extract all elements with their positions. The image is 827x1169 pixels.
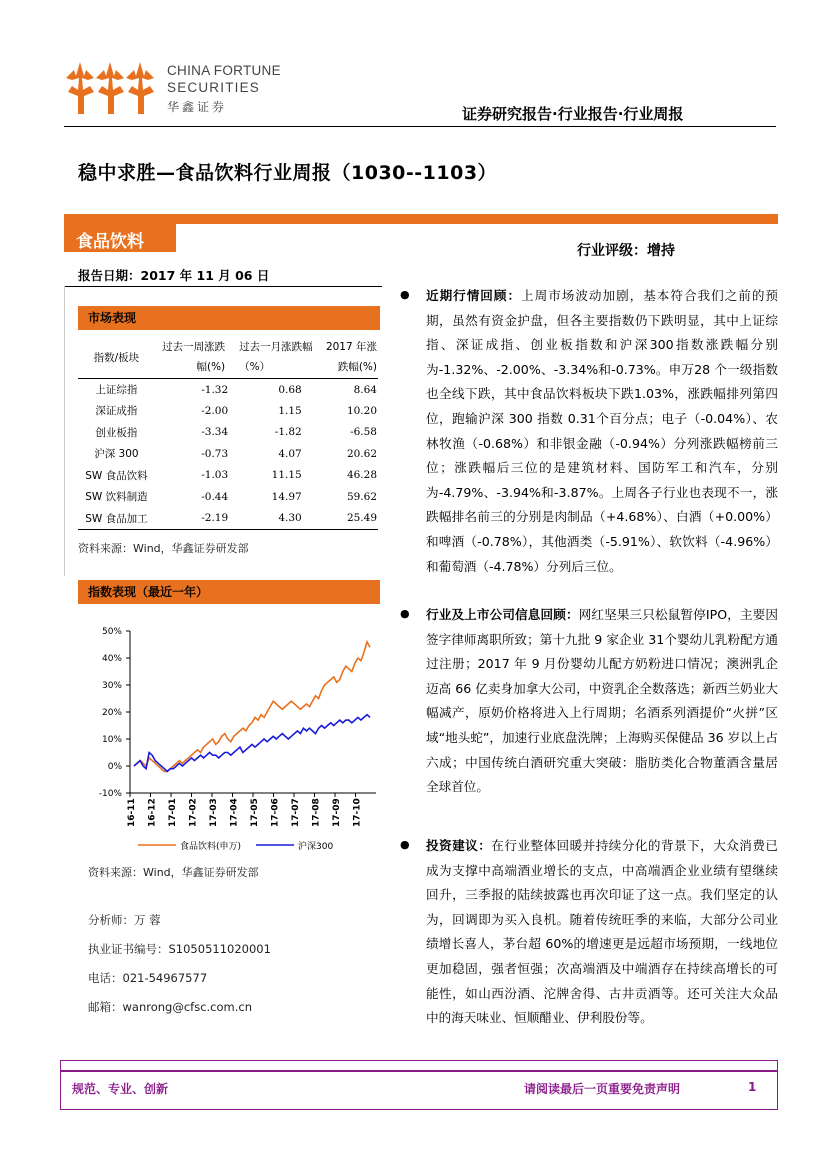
row-ytd: 59.62	[346, 490, 377, 503]
page-number: 1	[748, 1080, 757, 1094]
row-week: -1.32	[201, 383, 229, 396]
row-month: 11.15	[271, 469, 302, 482]
col-header-ytd: 2017 年涨跌幅(%)	[325, 341, 377, 373]
table-row	[78, 422, 378, 444]
analyst-phone: 电话：021-54967577	[88, 971, 208, 985]
market-table-source: 资料来源：Wind，华鑫证券研发部	[78, 541, 249, 555]
table-row	[78, 465, 378, 487]
table-row	[78, 486, 378, 508]
row-ytd: 25.49	[346, 512, 377, 524]
x-tick-label: 17-07	[291, 798, 301, 827]
date-divider	[64, 286, 382, 287]
logo	[64, 56, 160, 118]
table-row	[78, 443, 378, 465]
analyst-info	[88, 906, 271, 1022]
row-week: -1.03	[201, 469, 229, 482]
col-header-week: 过去一周涨跌幅(%)	[162, 341, 226, 373]
market-table	[78, 336, 378, 530]
chart-box	[78, 580, 380, 604]
section-1-label: 近期行情回顾：	[426, 288, 522, 303]
row-week: -0.44	[201, 490, 229, 503]
bullet-icon: ●	[400, 838, 410, 851]
report-date: 报告日期：2017 年 11 月 06 日	[78, 268, 270, 283]
report-type: 证券研究报告·行业报告·行业周报	[462, 105, 684, 123]
series-line-food-beverage	[134, 642, 370, 772]
row-name: SW 食品加工	[85, 512, 148, 525]
row-name: SW 饮料制造	[85, 491, 148, 504]
market-table-box	[78, 306, 380, 556]
sector-bar-top	[64, 214, 778, 224]
col-header-month: 过去一月涨跌幅（%）	[239, 341, 313, 373]
footer-disclaimer[interactable]: 请阅读最后一页重要免责声明	[524, 1082, 681, 1096]
analyst-email[interactable]: 邮箱：wanrong@cfsc.com.cn	[88, 1000, 253, 1014]
analyst-license: 执业证书编号：S1050511020001	[88, 942, 271, 956]
row-month: -1.82	[274, 426, 302, 439]
row-month: 4.07	[278, 447, 302, 460]
row-name: 上证综指	[95, 384, 138, 396]
y-tick-label: 30%	[101, 681, 122, 691]
legend-label: 食品饮料(申万)	[180, 842, 242, 852]
row-week: -3.34	[201, 426, 229, 439]
y-tick-label: 10%	[101, 735, 122, 745]
chart-heading: 指数表现（最近一年）	[78, 580, 380, 604]
row-week: -2.19	[201, 512, 229, 524]
rating: 行业评级：增持	[577, 243, 675, 259]
sector-bar	[64, 224, 176, 252]
section-1-text: 上周市场波动加剧，基本符合我们之前的预期，虽然有资金护盘，但各主要指数仍下跌明显，其中上证综指、深证成指、创业板指数和沪深300指数涨跌幅分别为-1.32%、-2.00%、-3.34%和-0.73%。申万28 个一级指数也全线下跌，其中食品饮料板块下跌1.03%，涨跌幅排列第四位，跑输沪深 300 指数 0.31个百分点；电子（-0.04%）、农林牧渔（-0.68%）和非银金融（-0.94%）分列涨跌幅榜前三位；涨跌幅后三位的是建筑材料、国防军工和汽车，分别为-4.79%、-3.94%和-3.87%。上周各子行业也表现不一，涨跌幅排名前三的分别是肉制品（+4.68%）、白酒（+0.00%）和啤酒（-0.78%），其他酒类（-5.91%）、软饮料（-4.96%）和葡萄酒（-4.78%）分列后三位。	[426, 288, 779, 574]
legend-label: 沪深300	[298, 842, 334, 852]
market-table-heading: 市场表现	[78, 306, 380, 330]
row-month: 4.30	[278, 512, 302, 524]
analyst-name: 分析师：万 蓉	[88, 913, 161, 927]
x-tick-label: 17-10	[352, 798, 363, 827]
header-divider	[64, 126, 776, 127]
logo-text-cn: 华鑫证券	[167, 100, 228, 114]
section-2-text: 网红坚果三只松鼠暂停IPO，主要因签字律师离职所致；第十九批 9 家企业 31个婴幼儿乳粉配方通过注册；2017 年 9 月份婴幼儿配方奶粉进口情况；澳洲乳企迈高 66 亿卖身加拿大公司，中资乳企全数落选；新西兰奶业大幅减产，原奶价格将进入上行周期；名酒系列酒提价“火拼”区域“地头蛇”，加速行业底盘洗牌；上海购买保健品 36 岁以上占六成；中国传统白酒研究重大突破：脂肪类化合物董酒含量居全球首位。	[426, 607, 778, 795]
footer-line	[60, 1070, 778, 1072]
footer-slogan: 规范、专业、创新	[72, 1082, 169, 1096]
row-name: SW 食品饮料	[85, 469, 148, 482]
y-tick-label: 0%	[107, 762, 122, 772]
row-name: 深证成指	[95, 405, 138, 418]
x-tick-label: 17-09	[332, 798, 342, 827]
logo-text-en-1: CHINA FORTUNE	[167, 63, 281, 78]
x-tick-label: 16-12	[147, 798, 158, 827]
row-name: 创业板指	[95, 426, 138, 439]
x-tick-label: 17-06	[270, 798, 281, 827]
section-3-label: 投资建议：	[426, 838, 492, 853]
x-tick-label: 17-04	[229, 798, 240, 827]
market-table-body	[78, 379, 378, 530]
left-rule	[64, 286, 65, 576]
y-tick-label: 50%	[101, 627, 122, 637]
table-row	[78, 400, 378, 422]
x-tick-label: 17-01	[168, 798, 178, 827]
row-week: -2.00	[201, 404, 229, 417]
x-tick-label: 17-03	[209, 798, 219, 827]
bullet-icon: ●	[400, 607, 410, 620]
x-tick-label: 17-02	[188, 798, 199, 827]
y-tick-label: -10%	[98, 789, 122, 799]
row-month: 14.97	[271, 490, 302, 503]
x-tick-label: 17-05	[250, 798, 260, 827]
row-name: 沪深 300	[94, 448, 139, 461]
page-title: 稳中求胜—食品饮料行业周报（1030--1103）	[78, 162, 498, 184]
col-header-name: 指数/板块	[93, 351, 140, 364]
row-week: -0.73	[201, 447, 229, 460]
table-header-row	[78, 336, 378, 379]
table-row	[78, 508, 378, 530]
row-ytd: -6.58	[350, 426, 377, 439]
row-ytd: 8.64	[353, 383, 377, 396]
sector-label: 食品饮料	[76, 232, 144, 252]
x-tick-label: 16-11	[127, 798, 137, 827]
section-2-label: 行业及上市公司信息回顾：	[426, 607, 579, 622]
chart-source: 资料来源：Wind，华鑫证券研发部	[88, 866, 259, 879]
index-chart	[78, 616, 382, 856]
row-month: 0.68	[278, 383, 302, 396]
row-ytd: 20.62	[346, 447, 377, 460]
y-tick-label: 40%	[101, 654, 122, 664]
bullet-icon: ●	[400, 288, 410, 301]
table-row	[78, 379, 378, 401]
x-tick-label: 17-08	[311, 798, 322, 827]
logo-mark-icon	[64, 56, 160, 118]
row-month: 1.15	[278, 404, 302, 417]
row-ytd: 10.20	[346, 404, 377, 417]
logo-text-en-2: SECURITIES	[167, 80, 261, 95]
y-tick-label: 20%	[101, 708, 122, 718]
row-ytd: 46.28	[346, 469, 377, 482]
section-3-text: 在行业整体回暖并持续分化的背景下，大众消费已成为支撑中高端酒业增长的支点，中高端酒企业业绩有望继续回升，三季报的陆续披露也再次印证了这一点。我们坚定的认为，回调即为买入良机。随着传统旺季的来临，大部分公司业绩增长喜人，茅台超 60%的增速更是远超市场预期，一线地位更加稳固，强者恒强；次高端酒及中端酒存在持续高增长的可能性，如山西汾酒、沱牌舍得、古井贡酒等。还可关注大众品中的海天味业、恒顺醋业、伊利股份等。	[426, 838, 779, 1026]
